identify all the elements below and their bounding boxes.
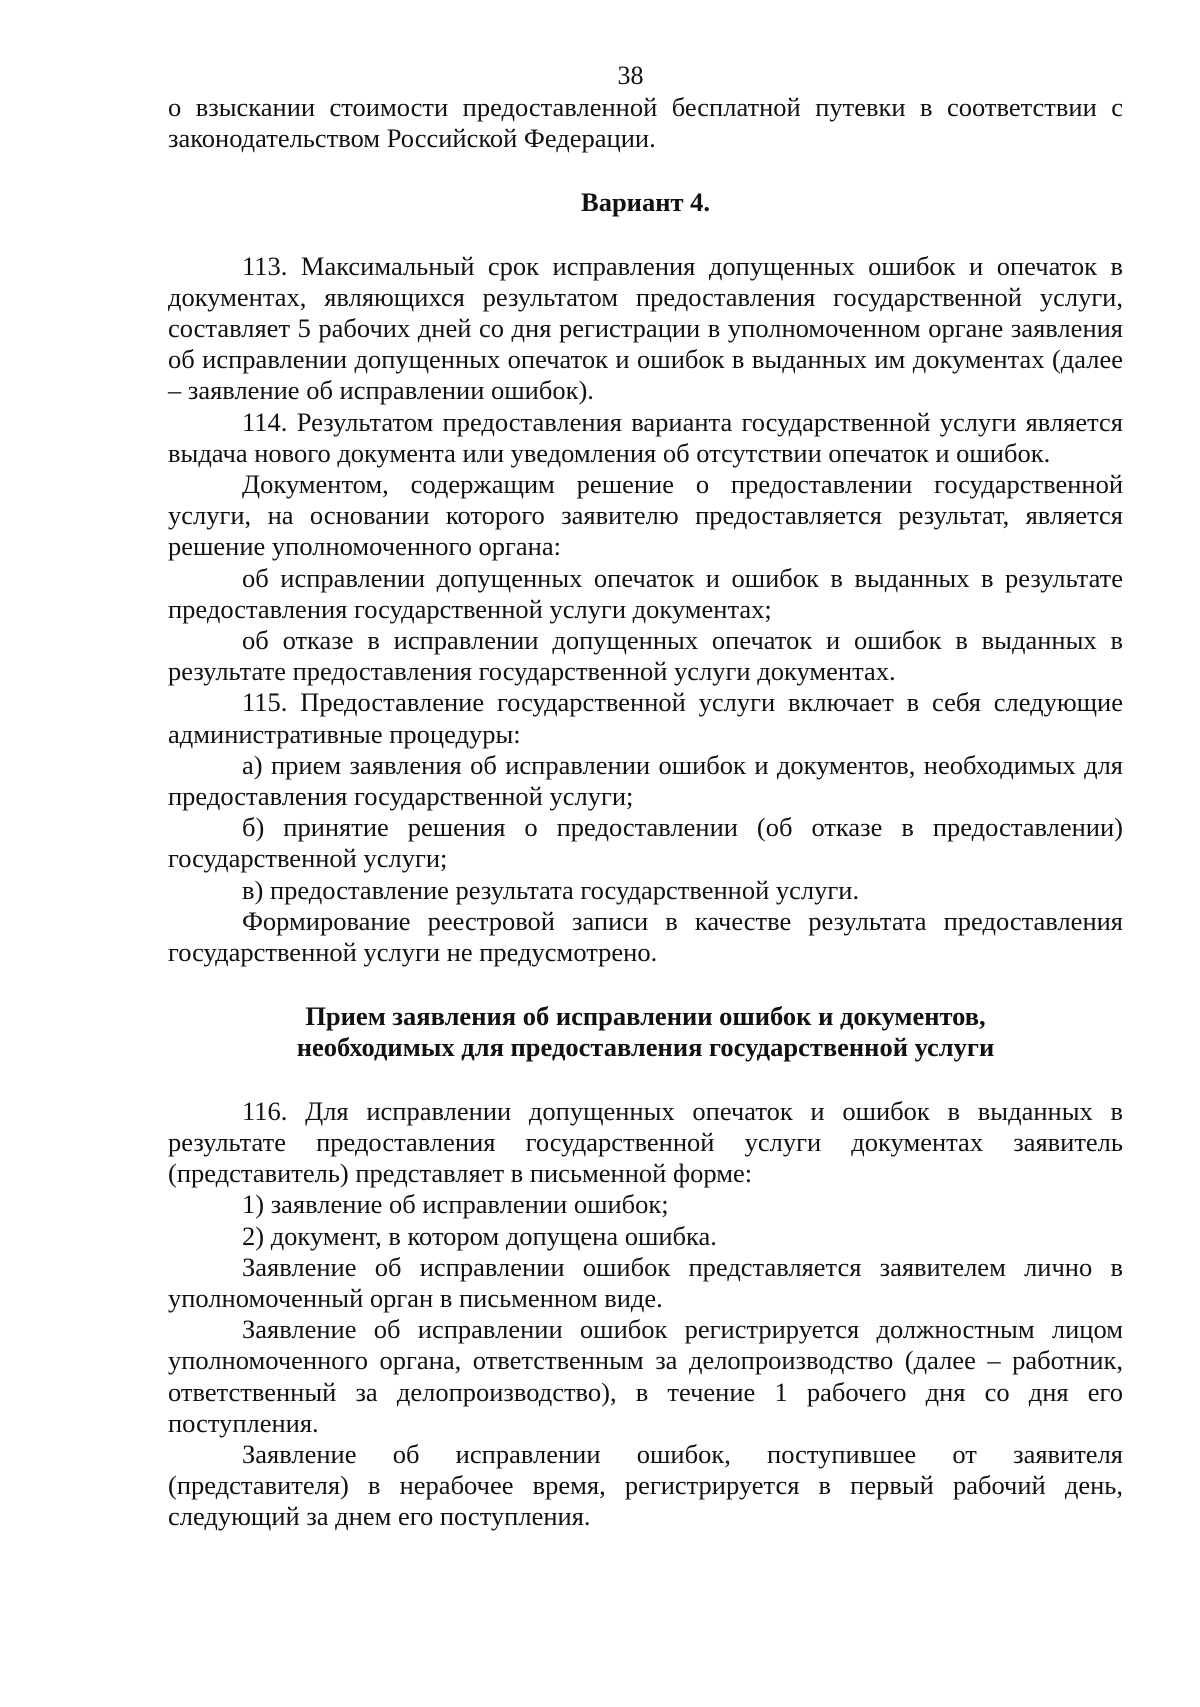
paragraph-registry-record: Формирование реестровой записи в качестве результата предоставления государственной услуги не предусмотрено. — [168, 905, 1123, 968]
paragraph-decision-correction: об исправлении допущенных опечаток и ошибок в выданных в результате предоставления государственной услуги документах; — [168, 562, 1123, 624]
section-heading — [168, 1001, 1123, 1063]
paragraph-116: 116. Для исправлении допущенных опечаток и ошибок в выданных в результате предоставления государственной услуги документах заявитель (представитель) представляет в письменной форме: — [168, 1095, 1123, 1189]
list-item-1: 1) заявление об исправлении ошибок; — [242, 1189, 669, 1220]
paragraph-decision-document: Документом, содержащим решение о предоставлении государственной услуги, на основании которого заявителю предоставляется результат, является решение уполномоченного органа: — [168, 469, 1123, 562]
list-item-2: 2) документ, в котором допущена ошибка. — [242, 1220, 717, 1251]
variant-heading: Вариант 4. — [581, 187, 710, 218]
list-item-v: в) предоставление результата государственной услуги. — [242, 874, 860, 905]
paragraph-113: 113. Максимальный срок исправления допущенных ошибок и опечаток в документах, являющихся результатом предоставления государственной услуги, составляет 5 рабочих дней со дня регистрации в уполномоченном органе заявления об исправлении допущенных опечаток и ошибок в выданных им документах (далее – заявление об исправлении ошибок). — [168, 250, 1123, 406]
paragraph-registration: Заявление об исправлении ошибок регистрируется должностным лицом уполномоченного органа, ответственным за делопроизводство (далее – работник, ответственный за делопроизводство), в течение 1 рабочего дня со дня его поступления. — [168, 1314, 1123, 1438]
document-page — [168, 60, 1123, 1533]
section-heading-line-2: необходимых для предоставления государственной услуги — [296, 1032, 995, 1063]
list-item-a: а) прием заявления об исправлении ошибок и документов, необходимых для предоставления государственной услуги; — [168, 749, 1123, 812]
paragraph-non-working-time: Заявление об исправлении ошибок, поступившее от заявителя (представителя) в нерабочее время, регистрируется в первый рабочий день, следующий за днем его поступления. — [168, 1438, 1123, 1532]
paragraph-continuation: о взыскании стоимости предоставленной бесплатной путевки в соответствии с законодательством Российской Федерации. — [168, 92, 1123, 154]
paragraph-submission: Заявление об исправлении ошибок представляется заявителем лично в уполномоченный орган в письменном виде. — [168, 1251, 1123, 1313]
list-item-b: б) принятие решения о предоставлении (об отказе в предоставлении) государственной услуги; — [168, 812, 1123, 874]
paragraph-114: 114. Результатом предоставления варианта государственной услуги является выдача нового документа или уведомления об отсутствии опечаток и ошибок. — [168, 406, 1123, 468]
paragraph-115: 115. Предоставление государственной услуги включает в себя следующие административные процедуры: — [168, 687, 1123, 749]
paragraph-decision-refusal: об отказе в исправлении допущенных опечаток и ошибок в выданных в результате предоставления государственной услуги документах. — [168, 625, 1123, 687]
page-number: 38 — [617, 61, 644, 90]
section-heading-line-1: Прием заявления об исправлении ошибок и документов, — [305, 1001, 986, 1032]
